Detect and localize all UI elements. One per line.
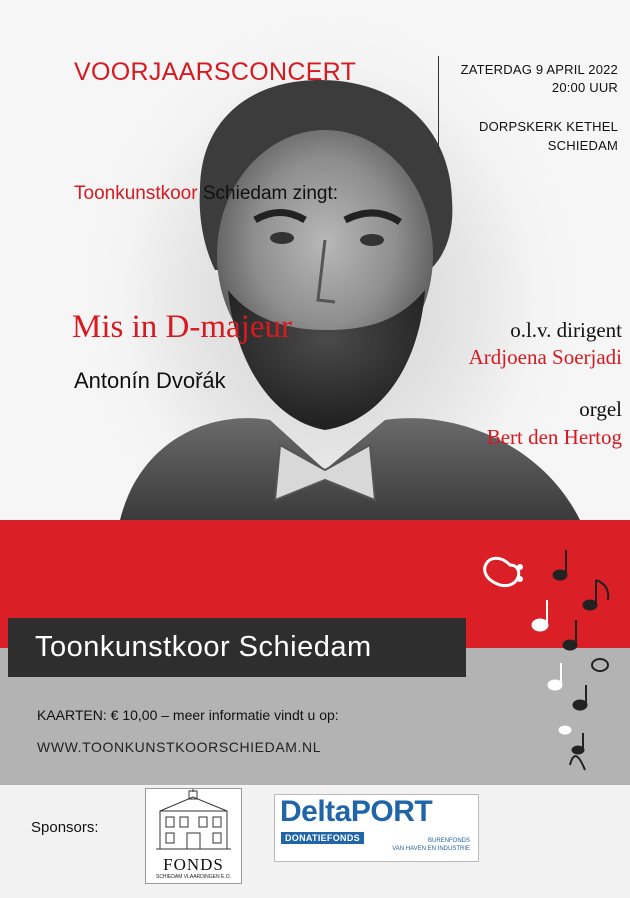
fonds-logo [145,788,242,884]
deltaport-tagline-2: VAN HAVEN EN INDUSTRIE [392,846,470,852]
choir-name-banner: Toonkunstkoor Schiedam [35,631,372,663]
deltaport-tagline [392,837,470,853]
fonds-logo-subtext: SCHIEDAM VLAARDINGEN E.O. [155,874,231,880]
deltaport-logo [274,794,479,862]
conductor-role: o.l.v. dirigent [510,318,622,342]
music-notes-graphic [470,545,630,775]
ticket-info: KAARTEN: € 10,00 – meer informatie vindt u op: [37,707,339,723]
event-city: SCHIEDAM [547,138,618,153]
work-title: Mis in D-majeur [72,309,292,345]
conductor-name: Ardjoena Soerjadi [468,345,622,369]
deltaport-port: PORT [350,795,433,828]
fonds-logo-text: FONDS [163,855,224,874]
choir-intro-rest: Schiedam zingt: [197,183,339,204]
deltaport-donatiefonds: DONATIEFONDS [281,832,364,844]
event-venue: DORPSKERK KETHEL [478,119,618,134]
vertical-divider [438,56,439,154]
choir-intro [74,183,338,205]
fonds-building-icon [146,789,241,853]
concert-title: VOORJAARSCONCERT [74,58,357,86]
event-date: ZATERDAG 9 APRIL 2022 [460,62,618,77]
sponsors-label: Sponsors: [31,819,99,836]
deltaport-delta: Delta [280,795,351,828]
organist-name: Bert den Hertog [486,425,622,449]
website-url[interactable]: WWW.TOONKUNSTKOORSCHIEDAM.NL [37,739,322,755]
deltaport-tagline-1: BURENFONDS [427,838,470,844]
choir-intro-name: Toonkunstkoor [74,183,198,204]
composer-name: Antonín Dvořák [74,368,226,393]
deltaport-logo-text [280,795,432,829]
organ-role: orgel [579,397,622,421]
event-time: 20:00 UUR [551,80,618,95]
